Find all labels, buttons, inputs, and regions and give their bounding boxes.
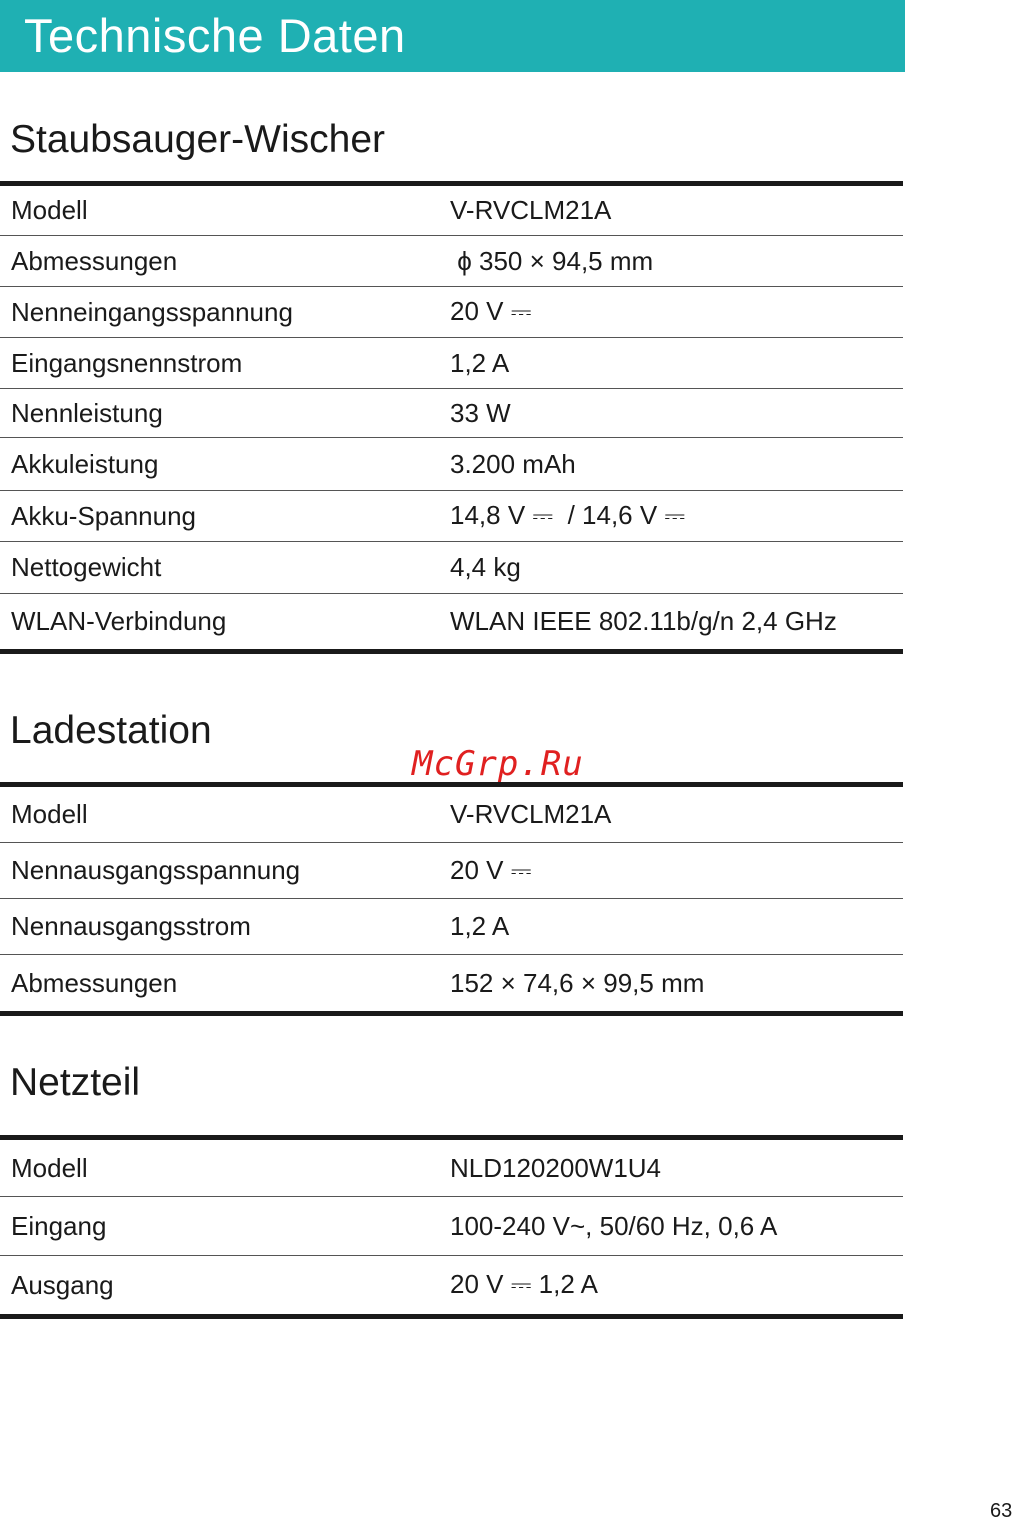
table-row (0, 389, 903, 438)
spec-label: Nenneingangsspannung (11, 296, 293, 327)
spec-label: Abmessungen (11, 245, 178, 276)
spec-label: Akkuleistung (11, 448, 159, 479)
spec-value: 3.200 mAh (450, 448, 576, 479)
table-row (0, 955, 903, 1011)
spec-value: NLD120200W1U4 (450, 1152, 662, 1183)
spec-value: 1,2 A (450, 911, 510, 941)
spec-label: Modell (11, 799, 88, 829)
spec-label: Ausgang (11, 1269, 114, 1300)
spec-table-charging-station (0, 782, 903, 1016)
page-number: 63 (990, 1500, 1013, 1522)
spec-value: 20 V ⎓ (450, 296, 532, 326)
spec-table-vacuum (0, 181, 903, 654)
table-row (0, 338, 903, 389)
spec-value: 152 × 74,6 × 99,5 mm (450, 967, 705, 998)
spec-value: 100-240 V~, 50/60 Hz, 0,6 A (450, 1210, 778, 1241)
table-row (0, 438, 903, 491)
spec-label: Abmessungen (11, 967, 178, 998)
page-title: Technische Daten (24, 9, 406, 62)
table-row (0, 542, 903, 594)
section-title-vacuum: Staubsauger-Wischer (10, 118, 385, 161)
spec-table-power-adapter (0, 1135, 903, 1319)
table-row (0, 899, 903, 955)
spec-label: Nennausgangsstrom (11, 911, 251, 941)
spec-label: Modell (11, 195, 88, 225)
table-row (0, 287, 903, 338)
spec-label: Eingang (11, 1210, 107, 1241)
spec-label: Nettogewicht (11, 552, 162, 582)
watermark: McGrp.Ru (412, 744, 584, 784)
table-row (0, 1197, 903, 1256)
table-row (0, 236, 903, 287)
spec-value: 1,2 A (450, 347, 510, 378)
spec-value: 33 W (450, 397, 511, 428)
section-title-power-adapter: Netzteil (10, 1061, 141, 1104)
spec-value: 4,4 kg (450, 552, 521, 582)
table-row (0, 1140, 903, 1197)
spec-value: 20 V ⎓ (450, 854, 532, 885)
spec-label: Akku-Spannung (11, 500, 197, 531)
spec-value: V-RVCLM21A (450, 195, 612, 225)
table-row (0, 843, 903, 899)
spec-value: V-RVCLM21A (450, 799, 612, 829)
spec-label: Eingangsnennstrom (11, 347, 243, 378)
spec-value: ϕ 350 × 94,5 mm (450, 245, 654, 276)
table-row (0, 186, 903, 236)
spec-value: WLAN IEEE 802.11b/g/n 2,4 GHz (450, 606, 837, 636)
table-row (0, 787, 903, 843)
spec-label: WLAN-Verbindung (11, 606, 227, 636)
spec-value: 20 V ⎓ 1,2 A (450, 1269, 598, 1299)
table-row (0, 1256, 903, 1314)
spec-label: Nennausgangsspannung (11, 855, 301, 885)
spec-value: 14,8 V ⎓ / 14,6 V ⎓ (450, 500, 686, 530)
spec-label: Nennleistung (11, 397, 163, 428)
spec-label: Modell (11, 1152, 88, 1183)
table-row (0, 594, 903, 649)
header-bar (0, 0, 905, 72)
table-row (0, 491, 903, 542)
section-title-charging-station: Ladestation (10, 709, 212, 752)
